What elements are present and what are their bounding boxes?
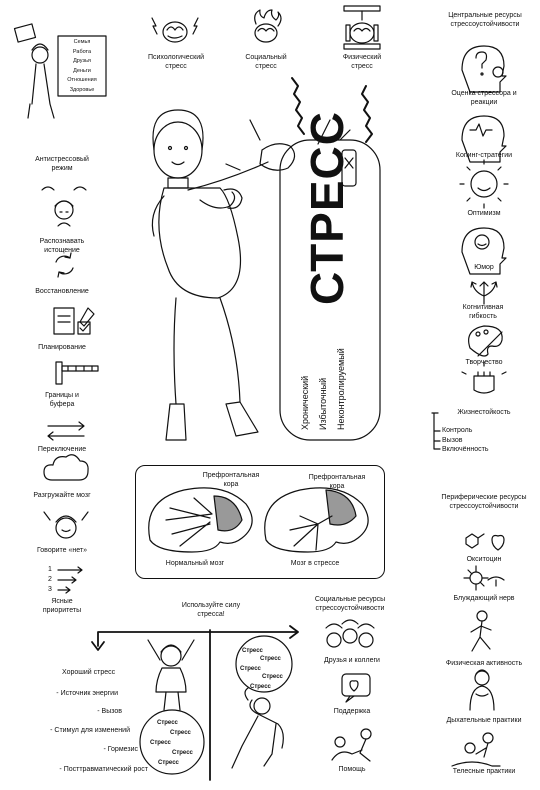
good-stress-item: - Посттравматический рост xyxy=(59,766,148,773)
priority-number: 2 xyxy=(48,576,52,583)
sign-word: Работа xyxy=(72,48,92,55)
planner-notebook-icon xyxy=(54,308,94,334)
head-question-gears-icon xyxy=(462,46,506,92)
running-person-icon xyxy=(471,611,491,651)
vagus-nerve-label: Блуждающий нерв xyxy=(453,595,515,602)
bag-line-chronic: Хронический xyxy=(300,375,310,430)
priority-arrows-icon xyxy=(58,567,82,593)
stress-ball-word: Стресс xyxy=(262,674,283,680)
anti-stress-regime-label: Антистрессовый режим xyxy=(35,156,89,172)
social-stress-label: Социальный стресс xyxy=(245,54,287,70)
normal-brain-label: Нормальный мозг xyxy=(165,560,225,567)
stress-ball-word: Стресс xyxy=(240,666,261,672)
use-stress-label: Используйте силу стресса! xyxy=(181,602,241,618)
tired-person-icon xyxy=(42,187,86,226)
coping-strategies-label: Копинг-стратегии xyxy=(455,152,513,159)
recognize-exhaustion-label: Распознавать истощение xyxy=(39,238,85,254)
sun-face-icon xyxy=(460,160,508,208)
vagus-nerve-icon xyxy=(464,566,504,590)
priority-number: 3 xyxy=(48,586,52,593)
stress-ball-word: Стресс xyxy=(150,740,171,746)
woman-saying-no-icon xyxy=(44,512,88,538)
stress-ball-word: Стресс xyxy=(250,684,271,690)
friends-colleagues-label: Друзья и коллеги xyxy=(324,657,380,664)
sign-word: Семья xyxy=(73,39,91,45)
brain-vise-icon xyxy=(344,6,380,49)
palette-brush-icon xyxy=(469,326,503,356)
sign-word: Здоровье xyxy=(69,86,95,93)
recovery-label: Восстановление xyxy=(35,288,89,295)
sign-word: Деньги xyxy=(73,67,91,74)
speech-heart-icon xyxy=(342,674,370,702)
sign-word: Друзья xyxy=(73,58,91,64)
stress-ball-word: Стресс xyxy=(260,656,281,662)
body-practices-label: Телесные практики xyxy=(452,768,516,775)
cognitive-flexibility-label: Когнитивная гибкость xyxy=(462,304,504,320)
switching-label: Переключение xyxy=(37,446,87,453)
planning-label: Планирование xyxy=(38,344,86,351)
good-stress-item: - Стимул для изменений xyxy=(50,727,130,734)
humor-label: Юмор xyxy=(474,264,494,271)
bag-title: СТРЕСС xyxy=(301,111,353,305)
oxytocin-label: Окситоцин xyxy=(466,556,502,563)
support-label: Поддержка xyxy=(333,708,371,715)
creativity-label: Творчество xyxy=(465,359,503,366)
help-label: Помощь xyxy=(338,766,366,773)
stress-ball-word: Стресс xyxy=(172,750,193,756)
switch-arrows-icon xyxy=(48,422,84,440)
cloud-icon xyxy=(44,455,88,480)
breathing-practices-label: Дыхательные практики xyxy=(446,717,522,724)
central-resources-header: Центральные ресурсы стрессоустойчивости xyxy=(448,12,522,28)
challenge-label: Вызов xyxy=(442,437,463,444)
barrier-gate-icon xyxy=(56,362,98,384)
good-stress-item: - Источник энергии xyxy=(56,690,118,697)
brain-lightning-icon xyxy=(152,18,198,42)
flexible-arrows-icon xyxy=(471,282,497,304)
peripheral-resources-header: Периферические ресурсы стрессоустойчивости xyxy=(441,494,527,510)
bag-line-uncontrollable: Неконтролируемый xyxy=(336,348,346,430)
priority-number: 1 xyxy=(48,566,52,573)
unload-brain-label: Разгружайте мозг xyxy=(33,492,91,499)
stress-ball-word: Стресс xyxy=(242,648,263,654)
brain-fire-icon xyxy=(255,10,281,42)
good-stress-title: Хороший стресс xyxy=(62,669,116,676)
good-stress-item: - Вызов xyxy=(97,708,122,715)
stress-ball-word: Стресс xyxy=(158,760,179,766)
resilience-bracket xyxy=(432,413,440,449)
overwhelmed-woman-signs xyxy=(58,38,106,95)
hardiness-label: Жизнестойкость xyxy=(457,409,511,416)
sign-word: Отношения xyxy=(67,77,97,83)
use-stress-arrows xyxy=(92,626,298,780)
stressed-brain-label: Мозг в стрессе xyxy=(290,560,340,567)
helping-hand-icon xyxy=(332,729,371,761)
stress-ball-word: Стресс xyxy=(157,720,178,726)
boundaries-buffers-label: Границы и буфера xyxy=(45,392,79,408)
cycle-arrows-icon xyxy=(56,253,73,277)
prefrontal-cortex-label-normal: Префронтальная кора xyxy=(202,472,260,488)
breathing-woman-icon xyxy=(470,670,494,710)
control-label: Контроль xyxy=(442,427,473,434)
bag-line-excessive: Избыточный xyxy=(318,377,328,430)
commitment-label: Включённость xyxy=(442,446,489,453)
stress-ball-word: Стресс xyxy=(170,730,191,736)
prefrontal-cortex-label-stressed: Префронтальная кора xyxy=(308,474,366,490)
good-stress-item: - Гормезис xyxy=(103,746,138,753)
clear-priorities-label: Ясные приоритеты xyxy=(42,598,82,614)
optimism-label: Оптимизм xyxy=(467,210,501,217)
social-resources-header: Социальные ресурсы стрессоустойчивости xyxy=(314,596,386,612)
molecule-heart-icon xyxy=(466,534,504,550)
psychological-stress-label: Психологический стресс xyxy=(147,54,205,70)
massage-icon xyxy=(452,733,500,766)
stressor-appraisal-label: Оценка стрессора и реакции xyxy=(451,90,517,106)
friends-icon xyxy=(326,620,374,647)
physical-stress-label: Физический стресс xyxy=(342,54,382,70)
say-no-label: Говорите «нет» xyxy=(36,547,88,554)
physical-activity-label: Физическая активность xyxy=(445,660,523,667)
